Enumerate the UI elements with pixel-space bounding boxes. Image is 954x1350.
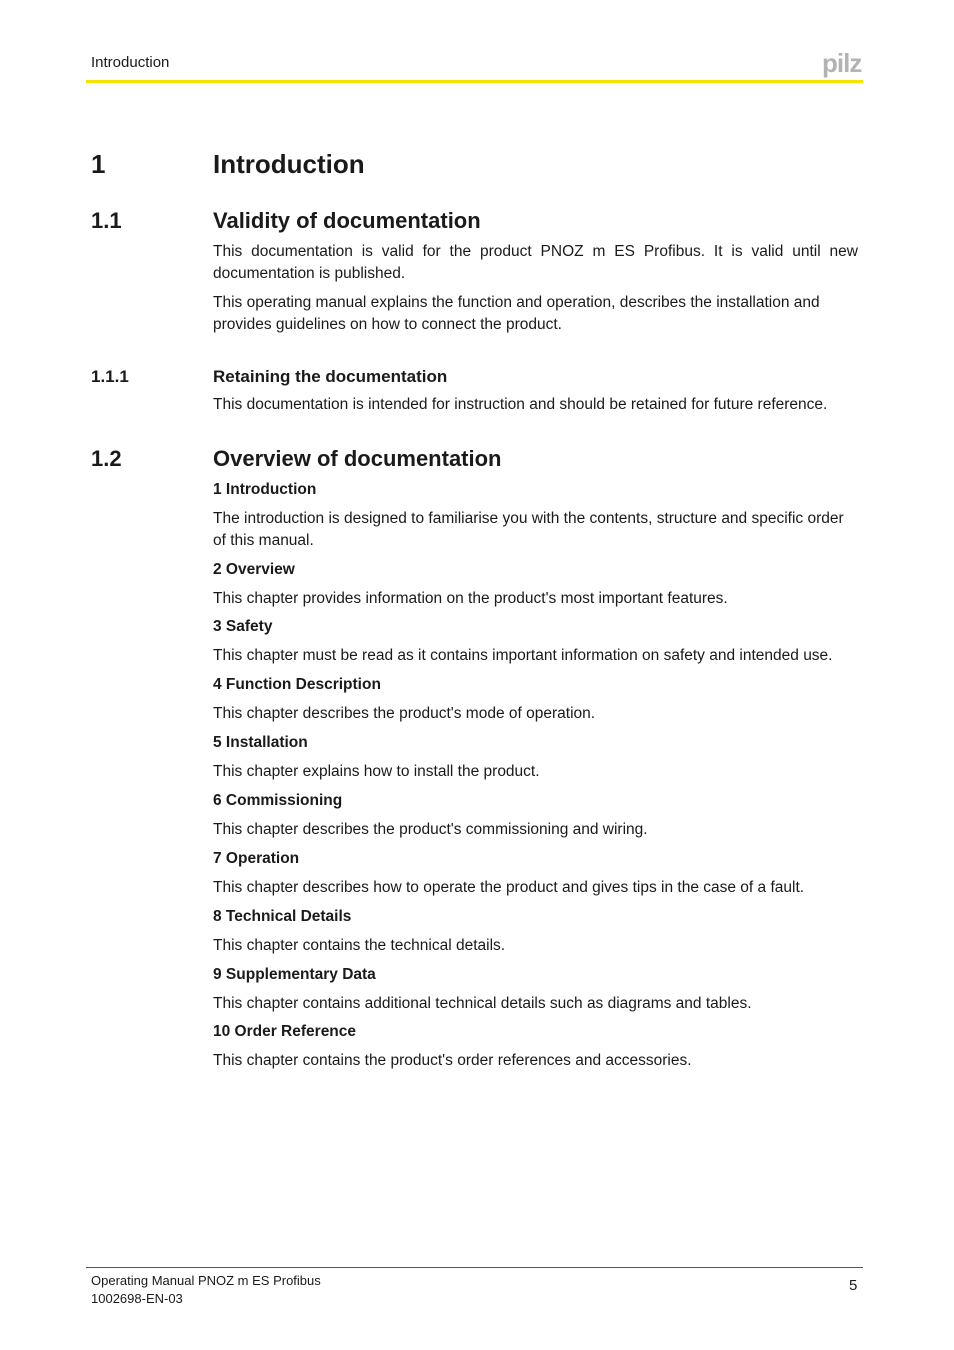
overview-item-title: 9 Supplementary Data [213, 966, 376, 983]
overview-item-desc: This chapter provides information on the product's most important features. [213, 590, 728, 607]
chapter-title: Introduction [213, 149, 365, 179]
section-title-overview: Overview of documentation [213, 446, 502, 471]
logo-text: pilz [822, 50, 862, 78]
page-number: 5 [849, 1277, 858, 1294]
validity-paragraph-1: This documentation is valid for the product PNOZ m ES Profibus. It is valid until new documentation is published. [213, 243, 858, 282]
section-number-overview: 1.2 [91, 446, 122, 471]
overview-item-title: 2 Overview [213, 561, 295, 578]
overview-item-title: 6 Commissioning [213, 792, 343, 809]
section-title-validity: Validity of documentation [213, 208, 481, 233]
header-rule [86, 80, 863, 83]
retaining-paragraph: This documentation is intended for instruction and should be retained for future reference. [213, 396, 828, 413]
overview-item-title: 5 Installation [213, 734, 308, 751]
overview-item-title: 1 Introduction [213, 481, 317, 498]
section-number-retaining: 1.1.1 [91, 367, 129, 386]
section-number-validity: 1.1 [91, 208, 122, 233]
overview-item-desc: This chapter contains additional technical details such as diagrams and tables. [213, 995, 752, 1012]
overview-item-desc: This chapter contains the technical details. [213, 937, 506, 954]
overview-item-desc: The introduction is designed to familiarise you with the contents, structure and specific order of this manual. [213, 510, 844, 549]
overview-item-title: 10 Order Reference [213, 1023, 357, 1040]
chapter-number: 1 [91, 149, 106, 179]
overview-item-title: 7 Operation [213, 850, 300, 867]
overview-item-desc: This chapter describes the product's mode of operation. [213, 705, 596, 722]
overview-item-desc: This chapter describes how to operate the product and gives tips in the case of a fault. [213, 879, 805, 896]
footer-manual-title: Operating Manual PNOZ m ES Profibus [91, 1273, 321, 1288]
pilz-logo [820, 50, 866, 78]
overview-item-title: 3 Safety [213, 618, 273, 635]
overview-item-desc: This chapter must be read as it contains important information on safety and intended use. [213, 647, 833, 664]
footer-rule [86, 1267, 863, 1268]
section-title-retaining: Retaining the documentation [213, 367, 448, 386]
overview-item-desc: This chapter describes the product's commissioning and wiring. [213, 821, 648, 838]
footer-doc-code: 1002698-EN-03 [91, 1291, 183, 1306]
overview-item-desc: This chapter explains how to install the product. [213, 763, 540, 780]
overview-item-title: 4 Function Description [213, 676, 381, 693]
overview-item-desc: This chapter contains the product's order references and accessories. [213, 1052, 692, 1069]
validity-paragraph-2: This operating manual explains the function and operation, describes the installation and provides guidelines on how to connect the product. [213, 294, 820, 333]
overview-item-title: 8 Technical Details [213, 908, 352, 925]
header-section-label: Introduction [91, 54, 170, 71]
